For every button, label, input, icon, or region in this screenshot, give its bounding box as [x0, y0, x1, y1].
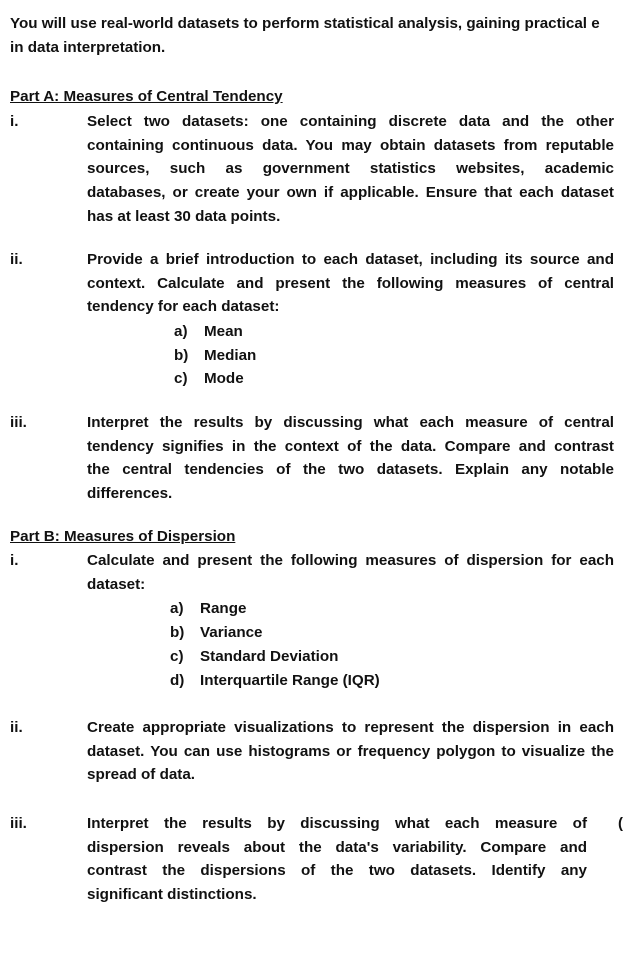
text-line: containing continuous data. You may obtain datasets from reputable — [87, 136, 614, 154]
text-line: dataset. You can use histograms or frequency polygon to visualize the — [87, 742, 614, 760]
sub-item-range — [170, 597, 246, 621]
text-line: databases, or create your own if applicable. Ensure that each dataset — [87, 184, 614, 202]
sub-item-variance — [170, 621, 263, 645]
sub-item-letter: a) — [170, 600, 184, 617]
text-line: contrast the dispersions of the two datasets. Identify any — [87, 862, 587, 880]
part-a-title: Part A: Measures of Central Tendency — [10, 88, 283, 105]
item-text — [87, 716, 614, 787]
text-line: sources, such as government statistics websites, academic — [87, 160, 614, 178]
sub-item-letter: c) — [174, 370, 188, 388]
sub-item-letter: d) — [170, 672, 185, 689]
sub-item-mode — [174, 367, 244, 391]
item-text — [87, 248, 614, 319]
text-line: the central tendencies of the two datasets. Explain any notable — [87, 461, 614, 479]
text-line: dataset: — [87, 575, 146, 593]
item-numeral: iii. — [10, 414, 27, 431]
item-numeral: ii. — [10, 719, 23, 736]
item-numeral: iii. — [10, 815, 27, 832]
text-line: Create appropriate visualizations to represent the dispersion in each — [87, 719, 614, 736]
intro-line-1: You will use real-world datasets to perform statistical analysis, gaining practical e — [10, 15, 600, 32]
text-line: tendency for each dataset: — [87, 298, 280, 316]
sub-item-letter: a) — [174, 323, 188, 340]
text-line: spread of data. — [87, 766, 196, 784]
item-text — [87, 110, 614, 229]
text-line: dispersion reveals about the data's variability. Compare and — [87, 838, 587, 856]
sub-item-median — [174, 344, 256, 368]
text-line: tendency signifies in the context of the data. Compare and contrast — [87, 437, 614, 455]
sub-item-standard-deviation — [170, 645, 338, 669]
sub-item-letter: b) — [170, 624, 185, 641]
text-line: significant distinctions. — [87, 886, 257, 904]
sub-item-text: Median — [204, 346, 257, 364]
item-numeral: ii. — [10, 251, 23, 268]
text-line: context. Calculate and present the following measures of central — [87, 274, 614, 292]
cropped-paren-glyph: ( — [618, 815, 623, 832]
text-line: differences. — [87, 485, 173, 503]
text-line: Interpret the results by discussing what each measure of — [87, 815, 587, 832]
sub-item-text: Mean — [204, 323, 243, 340]
sub-item-text: Variance — [200, 624, 263, 641]
sub-item-letter: b) — [174, 346, 189, 364]
text-line: Provide a brief introduction to each dataset, including its source and — [87, 251, 614, 268]
sub-item-mean — [174, 320, 243, 344]
item-text — [87, 411, 614, 506]
intro-line-2: in data interpretation. — [10, 39, 166, 56]
part-b-title: Part B: Measures of Dispersion — [10, 528, 236, 545]
item-numeral: i. — [10, 113, 19, 130]
sub-item-iqr — [170, 669, 380, 693]
item-text — [87, 812, 587, 907]
intro-paragraph — [10, 12, 631, 60]
sub-item-text: Range — [200, 600, 247, 617]
sub-item-text: Standard Deviation — [200, 648, 339, 665]
item-numeral: i. — [10, 552, 19, 569]
text-line: has at least 30 data points. — [87, 207, 281, 225]
sub-item-text: Mode — [204, 370, 244, 388]
text-line: Select two datasets: one containing discrete data and the other — [87, 113, 614, 130]
item-text — [87, 549, 614, 596]
text-line: Interpret the results by discussing what each measure of central — [87, 414, 614, 431]
sub-item-letter: c) — [170, 648, 184, 665]
sub-item-text: Interquartile Range (IQR) — [200, 672, 380, 689]
text-line: Calculate and present the following measures of dispersion for each — [87, 552, 614, 569]
